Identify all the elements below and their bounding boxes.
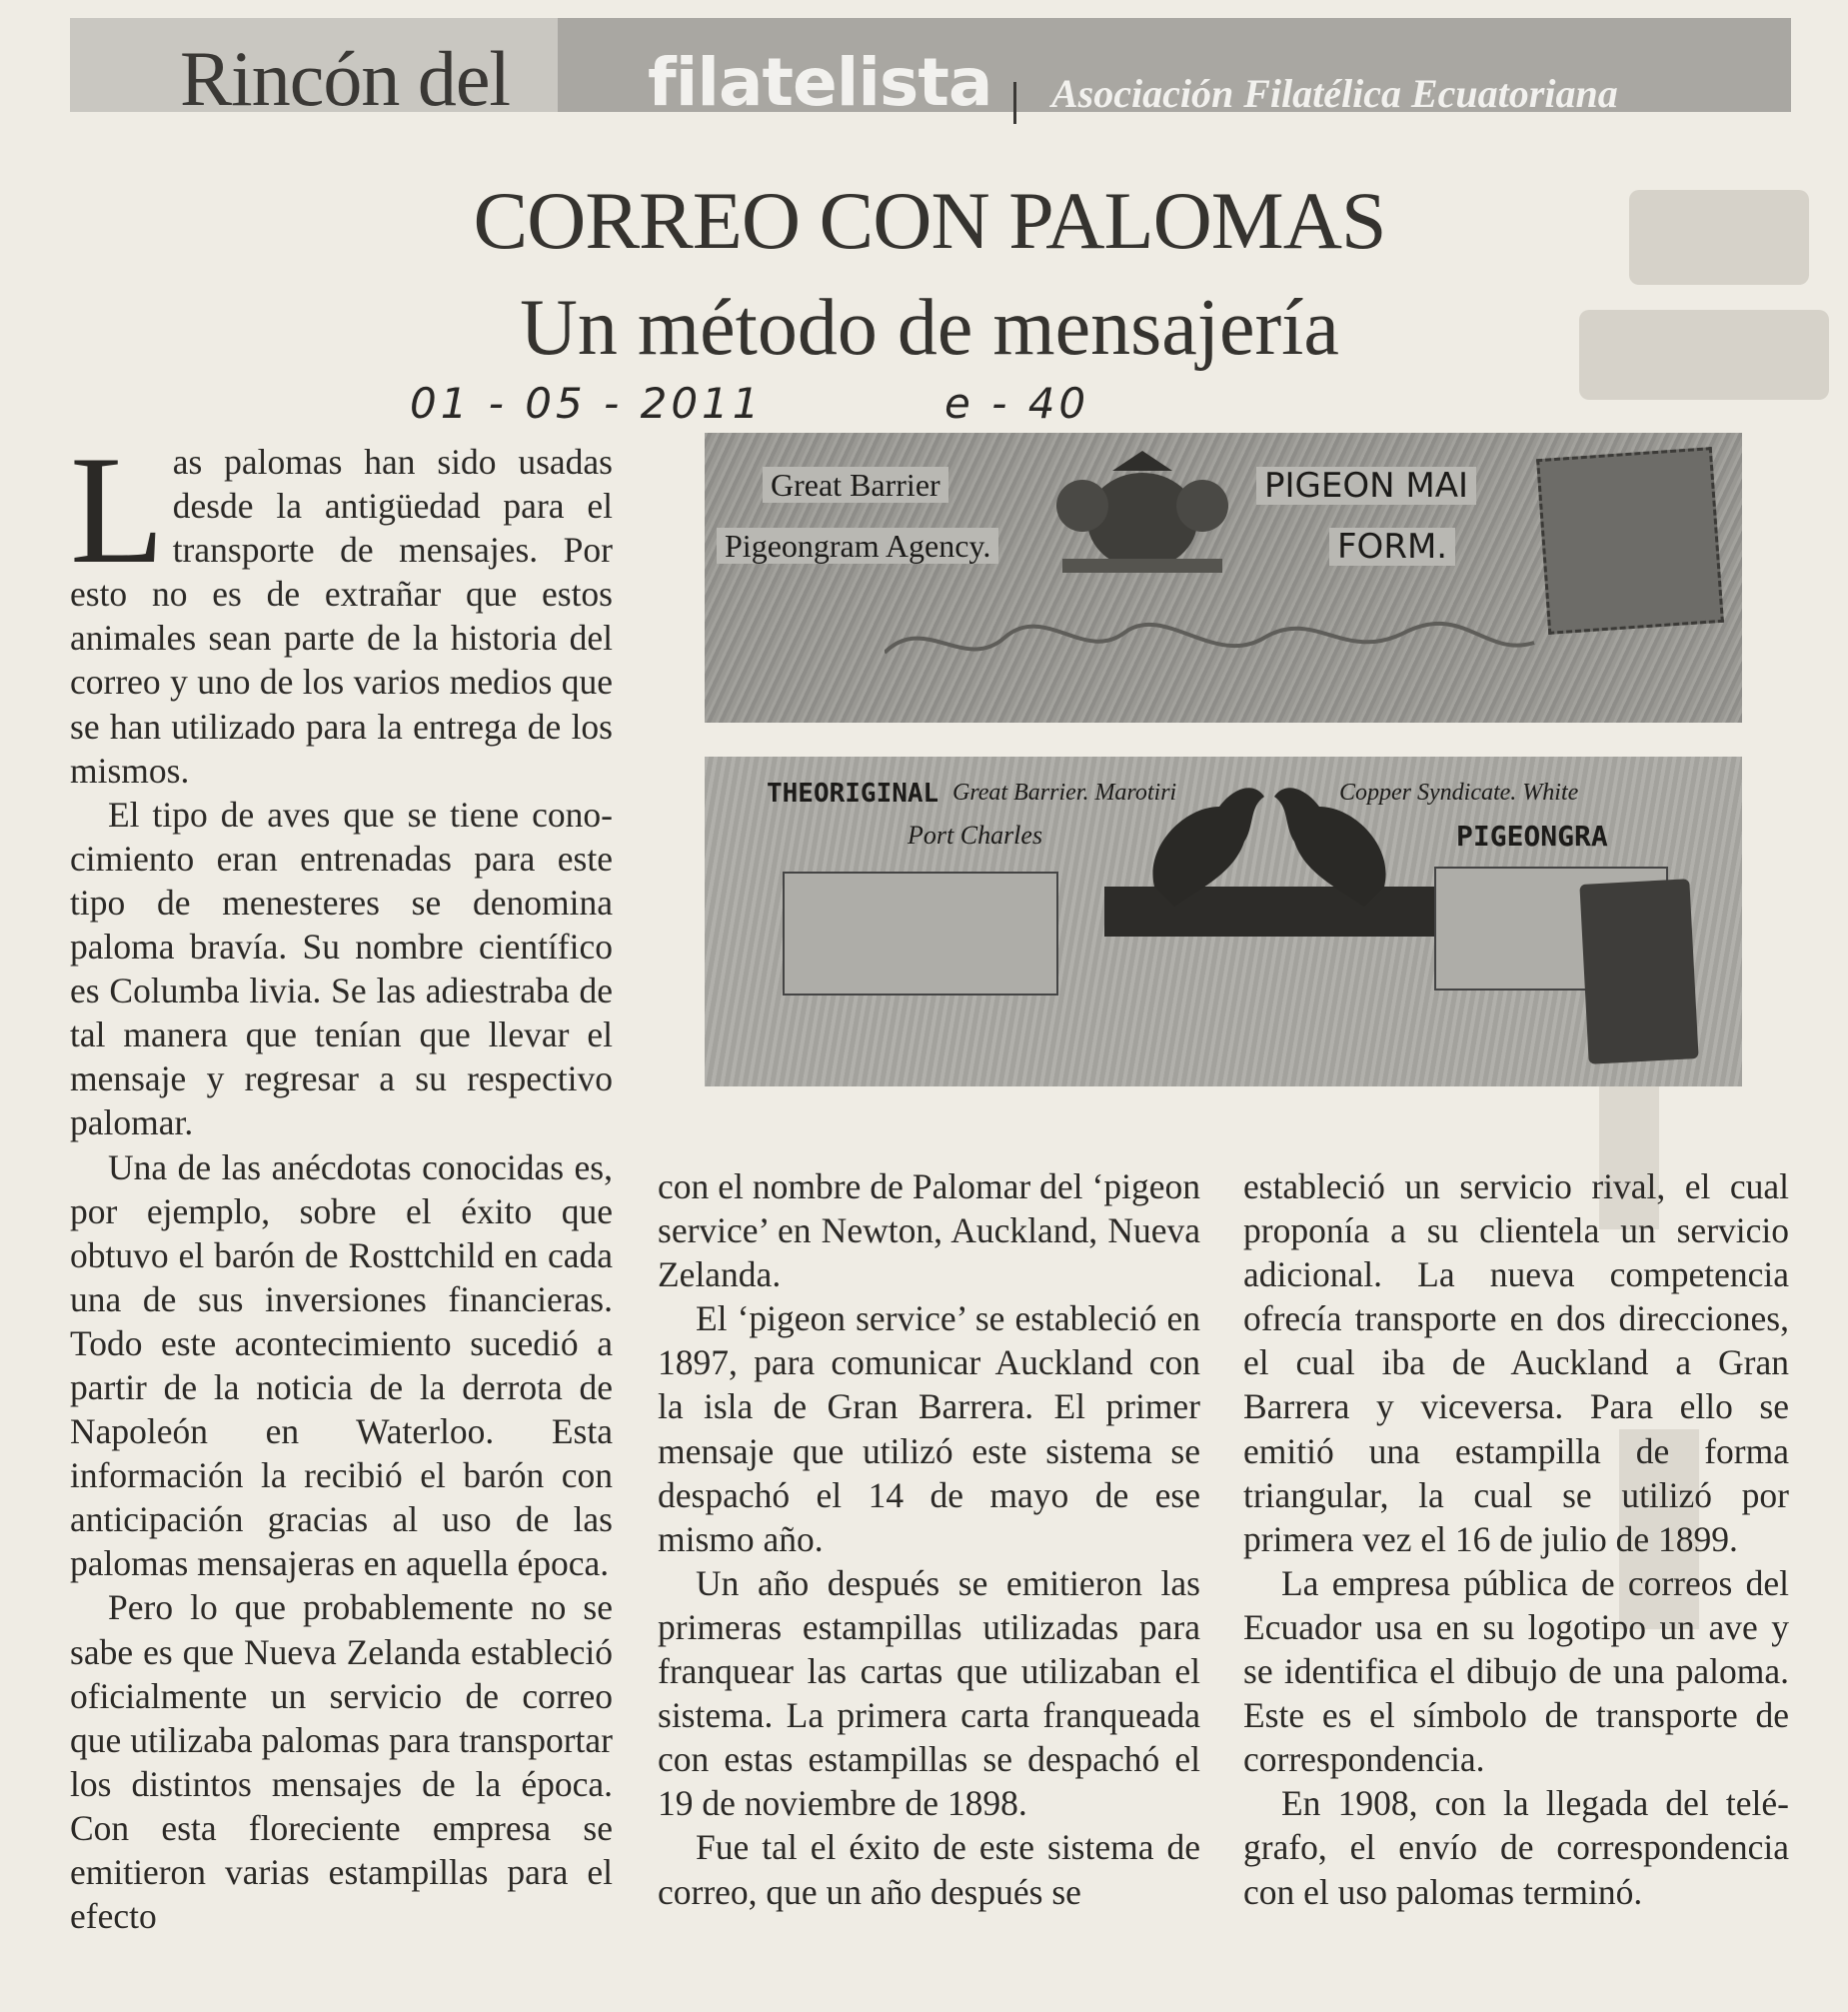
- col3-paragraph-1: estableció un servicio rival, el cual proponía a su clientela un servicio adicional. La nueva competencia ofrecía transporte en dos direcciones, el cual iba de Auckland a Gran Barrera y viceversa. Para ello se emitió una estampilla de forma triangular, la cual se utilizó por primera vez el 16 de julio de 1899.: [1243, 1166, 1789, 1559]
- col2-paragraph-1: con el nombre de Palomar del ‘pigeon service’ en Newton, Auckland, Nueva Zelanda.: [658, 1166, 1200, 1295]
- col2-paragraph-4: Fue tal el éxito de este sistema de correo, que un año después se: [658, 1827, 1200, 1912]
- handwriting-scribble: [885, 603, 1544, 683]
- pigeons-icon: [1104, 767, 1444, 937]
- form2-original: THEORIGINAL: [767, 779, 939, 809]
- column-3: [1243, 1164, 1789, 1914]
- col2-paragraph-2: El ‘pigeon service’ se estableció en 1897, para comunicar Auckland con la isla de Gran Barrera. El primer mensaje que utilizó este sistema se despachó el 14 de mayo de ese mismo año.: [658, 1298, 1200, 1559]
- column-1: [70, 424, 613, 1938]
- header-filatelista: filatelista: [648, 44, 992, 121]
- form2-port-charles: Port Charles: [908, 821, 1043, 850]
- col3-paragraph-2: La empresa pública de correos del Ecuador usa en su logotipo un ave y se identifica el dibujo de una paloma. Este es el símbolo de transporte de correspondencia.: [1243, 1562, 1789, 1780]
- col3-paragraph-3: En 1908, con la llegada del telégrafo, el envío de correspondencia con el uso palomas terminó.: [1243, 1783, 1789, 1912]
- coat-of-arms-icon: [1042, 451, 1242, 581]
- form1-form-label: FORM.: [1329, 528, 1455, 566]
- header-rincon: Rincón del: [180, 35, 511, 122]
- form1-great-barrier: Great Barrier: [763, 467, 948, 503]
- handwritten-date: 01 - 05 - 2011: [410, 379, 764, 428]
- col1-paragraph-4: Pero lo que probablemente no se sabe es que Nueva Zelanda estableció oficialmente un servicio de correo que utilizaba palomas para transportar los distintos mensajes de la época. Con esta floreciente empresa se emitieron varias estampillas para el efecto: [70, 1587, 613, 1937]
- col1-paragraph-3: Una de las anécdotas conocidas es, por ejemplo, sobre el éxito que obtuvo el barón de Rosttchild en cada una de sus inversiones financieras. Todo este acontecimiento sucedió a partir de la noticia de la derrota de Napoleón en Waterloo. Esta información la recibió el barón con anticipación gracias al uso de las palomas mensajeras en aquella época.: [70, 1146, 613, 1584]
- form2-pigeongram: PIGEONGRA: [1456, 820, 1608, 853]
- form1-agency: Pigeongram Agency.: [717, 528, 998, 564]
- pigeongram-image: [705, 757, 1742, 1086]
- form2-great-barrier: Great Barrier. Marotiri: [952, 780, 1177, 806]
- col1-paragraph-1: Las palomas han sido usadas desde la antigüedad para el transporte de mensajes. Por esto no es de extrañar que estos animales sean parte de la historia del correo y uno de los varios medios que se han utilizado para la entrega de los mismos.: [70, 424, 613, 791]
- form1-pigeon-mail: PIGEON MAI: [1256, 467, 1476, 505]
- postage-stamp-icon: [1536, 447, 1724, 635]
- article-subtitle: Un método de mensajería: [520, 284, 1339, 372]
- section-header: [70, 18, 1791, 122]
- form2-table-left: [783, 872, 1058, 996]
- handwritten-code: e - 40: [944, 379, 1090, 428]
- dark-stamp-icon: [1579, 879, 1698, 1064]
- form2-copper-syndicate: Copper Syndicate. White: [1339, 780, 1579, 806]
- pigeon-mail-form-image: [705, 433, 1742, 723]
- article-title: CORREO CON PALOMAS: [473, 175, 1386, 266]
- col2-paragraph-3: Un año después se emitieron las primeras estampillas utilizadas para franquear las cartas que utilizaban el sistema. La primera carta franqueada con estas estampillas se despachó el 19 de noviembre de 1898.: [658, 1562, 1200, 1824]
- header-asociacion: Asociación Filatélica Ecuatoriana: [1051, 71, 1618, 116]
- column-2: [658, 1164, 1200, 1914]
- col1-paragraph-2: El tipo de aves que se tiene conocimiento eran entrenadas para este tipo de menesteres se denomina paloma bravía. Su nombre científico es Columba livia. Se las adiestraba de tal manera que tenían que llevar el mensaje y regresar a su respectivo palomar.: [70, 794, 613, 1143]
- header-separator: [1013, 82, 1016, 124]
